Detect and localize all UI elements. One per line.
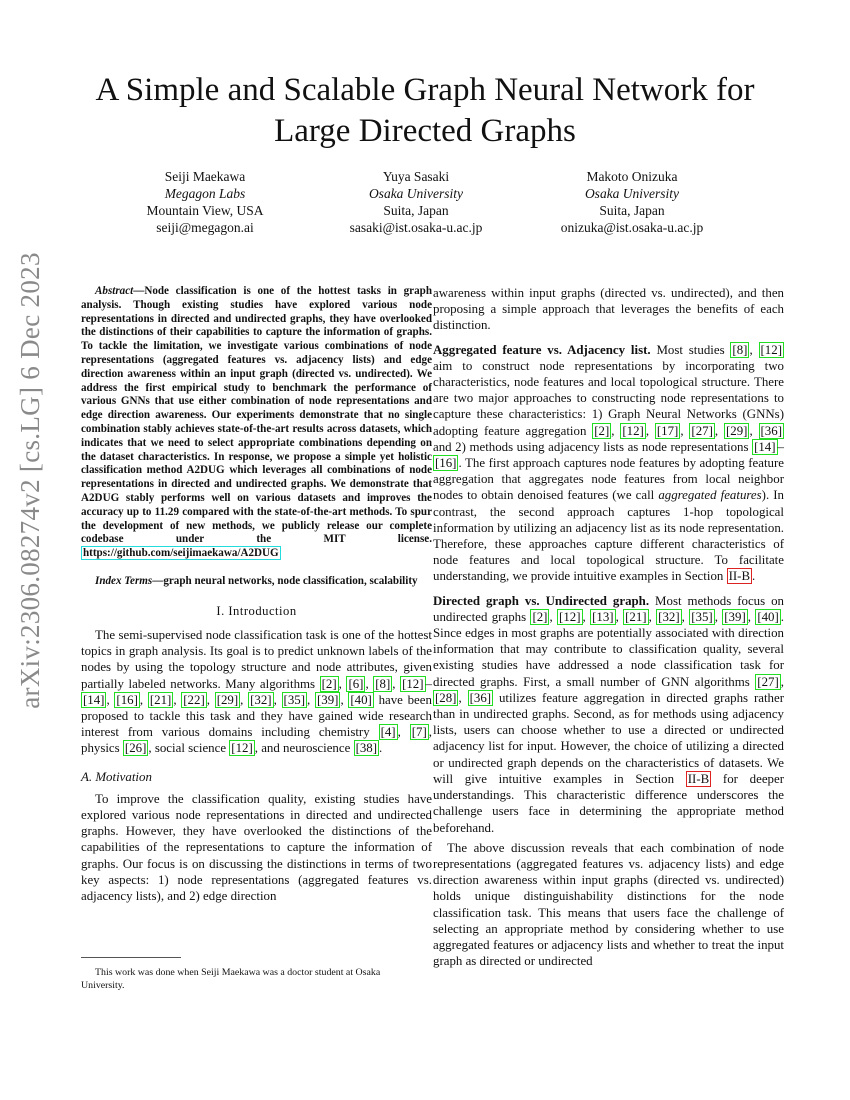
codebase-link[interactable]: https://github.com/seijimaekawa/A2DUG xyxy=(83,547,279,560)
title-line-2: Large Directed Graphs xyxy=(274,113,576,149)
citation-link[interactable]: [35] xyxy=(283,692,306,707)
author-location: Mountain View, USA xyxy=(146,203,264,218)
text-run: , xyxy=(780,674,784,689)
citation-link[interactable]: [40] xyxy=(350,692,372,707)
aggregated-vs-adjacency-paragraph xyxy=(433,342,784,585)
citation-link[interactable]: [12] xyxy=(622,423,644,438)
intro-paragraph xyxy=(81,627,432,757)
author-email: seiji@megagon.ai xyxy=(156,220,254,235)
text-run: , xyxy=(206,692,215,707)
citation-link[interactable]: [39] xyxy=(316,692,339,707)
text-run: , xyxy=(273,692,282,707)
text-run: , xyxy=(106,692,115,707)
text-run: , xyxy=(648,609,657,624)
citation-link[interactable]: [2] xyxy=(594,423,610,438)
citation-link[interactable]: [32] xyxy=(250,692,272,707)
citation-link[interactable]: [27] xyxy=(757,674,779,689)
text-run: , xyxy=(458,690,468,705)
text-run: , xyxy=(173,692,182,707)
text-run: aim to construct node representations by incorporating two characteristics, node features and local topological structure. There are two major approaches to constructing node representations to capture these characteristics: 1) Graph Neural Networks (GNNs) adopting feature aggregation xyxy=(433,358,784,438)
citation-link[interactable]: [40] xyxy=(757,609,779,624)
citation-link[interactable]: [36] xyxy=(760,423,782,438)
citation-link[interactable]: [2] xyxy=(321,676,337,691)
text-run: . xyxy=(752,569,756,584)
index-terms-text: —graph neural networks, node classification, scalability xyxy=(152,574,418,587)
citation-link[interactable]: [27] xyxy=(691,423,713,438)
section-ref-link[interactable]: II-B xyxy=(728,569,751,584)
citation-link[interactable]: [39] xyxy=(724,609,746,624)
paper-title xyxy=(60,70,790,152)
text-run: , xyxy=(645,423,655,438)
text-run: , xyxy=(240,692,249,707)
citation-link[interactable]: [21] xyxy=(149,692,172,707)
author-email: onizuka@ist.osaka-u.ac.jp xyxy=(560,220,704,235)
emphasis: aggregated features xyxy=(658,488,762,503)
footnote-rule xyxy=(81,957,181,958)
author-3 xyxy=(512,168,752,236)
citation-link[interactable]: [8] xyxy=(732,342,748,357)
author-affiliation: Osaka University xyxy=(368,186,464,201)
text-run: – xyxy=(777,439,784,454)
text-run: The semi-supervised node classification task is one of the hottest topics in graph analysis. Its goal is to predict unknown labels of the nodes by using the topology structure and node attributes, given partially labeled networks. Many algorithms xyxy=(81,627,432,691)
citation-link[interactable]: [16] xyxy=(435,456,457,471)
citation-link[interactable]: [14] xyxy=(754,439,776,454)
text-run: , xyxy=(615,609,624,624)
text-run: , xyxy=(392,676,401,691)
text-run: , xyxy=(611,423,621,438)
subsection-heading-motivation: A. Motivation xyxy=(81,769,152,784)
text-run: ). In contrast, the second approach captures 1-hop topological information by utilizing an adjacency list as its node representation. Therefore, these approaches capture different characteristics of node features and local topological structure. To facilitate understanding, we provide intuitive examples in Section xyxy=(433,488,784,584)
section-ref-link[interactable]: II-B xyxy=(687,771,710,786)
text-run: and 2) methods using adjacency lists as node representations xyxy=(433,439,753,454)
citation-link[interactable]: [28] xyxy=(435,690,457,705)
index-terms-label: Index Terms xyxy=(95,574,153,587)
citation-link[interactable]: [16] xyxy=(116,692,138,707)
citation-link[interactable]: [6] xyxy=(348,676,364,691)
text-run: . The first approach captures node features by adopting feature aggregation that aggregates node features from local neighbor nodes to obtain denoised features (we call xyxy=(433,456,784,503)
author-2 xyxy=(296,168,536,236)
text-run: , xyxy=(549,609,558,624)
citation-link[interactable]: [14] xyxy=(83,692,105,707)
text-run: have been proposed to tackle this task and they have gained wide research interest from various domains including chemistry xyxy=(81,692,432,740)
text-run: for deeper understandings. This characteristic difference underscores the challenge users face in determining the appropriate method beforehand. xyxy=(433,771,784,835)
citation-link[interactable]: [38] xyxy=(355,741,378,756)
directed-vs-undirected-paragraph xyxy=(433,593,784,836)
motivation-paragraph-continued: awareness within input graphs (directed vs. undirected), and then proposing a simple approach that leverages the benefits of each distinction. xyxy=(433,286,784,333)
text-run: Most methods focus on undirected graphs xyxy=(433,593,784,624)
text-run: , xyxy=(714,609,723,624)
text-run: , xyxy=(681,609,690,624)
author-name: Seiji Maekawa xyxy=(164,169,246,184)
discussion-paragraph: The above discussion reveals that each combination of node representations (aggregated features vs. adjacency lists) and edge direction awareness within input graphs (directed vs. undirected) holds unique distinguishability distinctions for the node classification task. This means that users face the challenge of selecting an appropriate method by considering whether to use aggregated features or adjacency lists and whether to treat the input graph as directed or undirected xyxy=(433,840,784,969)
text-run: , xyxy=(680,423,690,438)
text-run: , xyxy=(747,609,756,624)
author-affiliation: Megagon Labs xyxy=(164,186,246,201)
arxiv-stamp xyxy=(0,251,60,709)
author-location: Suita, Japan xyxy=(383,203,449,218)
citation-link[interactable]: [12] xyxy=(559,609,581,624)
title-line-1: A Simple and Scalable Graph Neural Network for xyxy=(95,72,755,108)
author-affiliation: Osaka University xyxy=(584,186,680,201)
citation-link[interactable]: [35] xyxy=(691,609,713,624)
text-run: , xyxy=(749,423,759,438)
citation-link[interactable]: [21] xyxy=(625,609,647,624)
text-run: , xyxy=(340,692,349,707)
abstract-text: —Node classification is one of the hottest tasks in graph analysis. Though existing studies have explored various node representations in directed and undirected graphs, they have overlooked the distinctions of their capabilities to capture the information of graphs. To tackle the limitation, we investigate various combinations of node representations (aggregated features vs. adjacency lists) and edge direction awareness within an input graph (directed vs. undirected). We address the first empirical study to benchmark the performance of various GNNs that use either combination of node representations and edge direction awareness. Our experiments demonstrate that no single combination stably achieves state-of-the-art results across datasets, which indicates that we need to select appropriate combinations depending on the dataset characteristics. In response, we propose a simple yet holistic classification method A2DUG which leverages all combinations of node representations in directed and undirected graphs. We demonstrate that A2DUG stably performs well on various datasets and improves the accuracy up to 11.29 compared with the state-of-the-art methods. To spur the development of new methods, we publicly release our complete codebase under the MIT license. xyxy=(81,285,432,546)
text-run: . xyxy=(379,741,383,756)
citation-link[interactable]: [8] xyxy=(375,676,391,691)
arxiv-id: arXiv:2306.08274v2 [cs.LG] 6 Dec 2023 xyxy=(14,251,45,709)
text-run: , social science xyxy=(148,741,230,756)
abstract-label: Abstract xyxy=(95,285,134,297)
text-run: , xyxy=(307,692,315,707)
text-run: , and neuroscience xyxy=(254,741,354,756)
motivation-paragraph: To improve the classification quality, existing studies have explored various node representations in directed and undirected graphs. However, they have overlooked the distinctions of the capabilities of the representations to capture the information of graphs. Our focus is on discussing the distinctions in terms of two key aspects: 1) node representations (aggregated features vs. adjacency lists), and 2) edge direction xyxy=(81,791,432,903)
author-1 xyxy=(85,168,325,236)
citation-link[interactable]: [17] xyxy=(656,423,679,438)
author-email: sasaki@ist.osaka-u.ac.jp xyxy=(349,220,483,235)
paragraph-heading: Directed graph vs. Undirected graph. xyxy=(433,593,650,608)
text-run: utilizes feature aggregation in directed graphs rather than in undirected graphs. Second, as for methods using adjacency lists, users can choose whether to use a directed or undirected adjacency list for input. However, the choice of utilizing a directed or undirected graph depends on the characteristics of datasets. We will give intuitive examples in Section xyxy=(433,690,785,786)
text-run: , xyxy=(139,692,148,707)
citation-link[interactable]: [12] xyxy=(760,342,782,357)
citation-link[interactable]: [7] xyxy=(411,725,427,740)
index-terms xyxy=(81,575,432,589)
citation-link[interactable]: [29] xyxy=(216,692,239,707)
author-name: Makoto Onizuka xyxy=(586,169,678,184)
citation-link[interactable]: [12] xyxy=(231,741,253,756)
citation-link[interactable]: [4] xyxy=(380,725,396,740)
right-column xyxy=(433,285,784,969)
author-location: Suita, Japan xyxy=(599,203,665,218)
text-run: , xyxy=(365,676,374,691)
citation-link[interactable]: [22] xyxy=(183,692,205,707)
citation-link[interactable]: [12] xyxy=(402,676,424,691)
text-run: . Since edges in most graphs are potentially associated with direction information that may contribute to classification quality, several existing studies have addressed a node classification task for directed graphs. First, a small number of GNN algorithms xyxy=(433,609,785,689)
citation-link[interactable]: [32] xyxy=(658,609,680,624)
text-run: , physics xyxy=(81,725,432,756)
text-run: – xyxy=(425,676,432,691)
text-run: , xyxy=(582,609,591,624)
citation-link[interactable]: [2] xyxy=(532,609,548,624)
section-heading-introduction: I. Introduction xyxy=(216,603,297,618)
text-run: , xyxy=(749,342,759,357)
text-run: , xyxy=(397,725,410,740)
citation-link[interactable]: [36] xyxy=(469,690,492,705)
text-run: , xyxy=(338,676,347,691)
citation-link[interactable]: [29] xyxy=(725,423,748,438)
citation-link[interactable]: [13] xyxy=(592,609,614,624)
footnote: This work was done when Seiji Maekawa was a doctor student at Osaka University. xyxy=(81,967,381,991)
abstract xyxy=(81,285,432,561)
author-name: Yuya Sasaki xyxy=(382,169,450,184)
text-run: Most studies xyxy=(650,342,731,357)
paragraph-heading: Aggregated feature vs. Adjacency list. xyxy=(433,342,651,357)
text-run: , xyxy=(714,423,724,438)
left-column xyxy=(81,285,432,904)
citation-link[interactable]: [26] xyxy=(124,741,147,756)
